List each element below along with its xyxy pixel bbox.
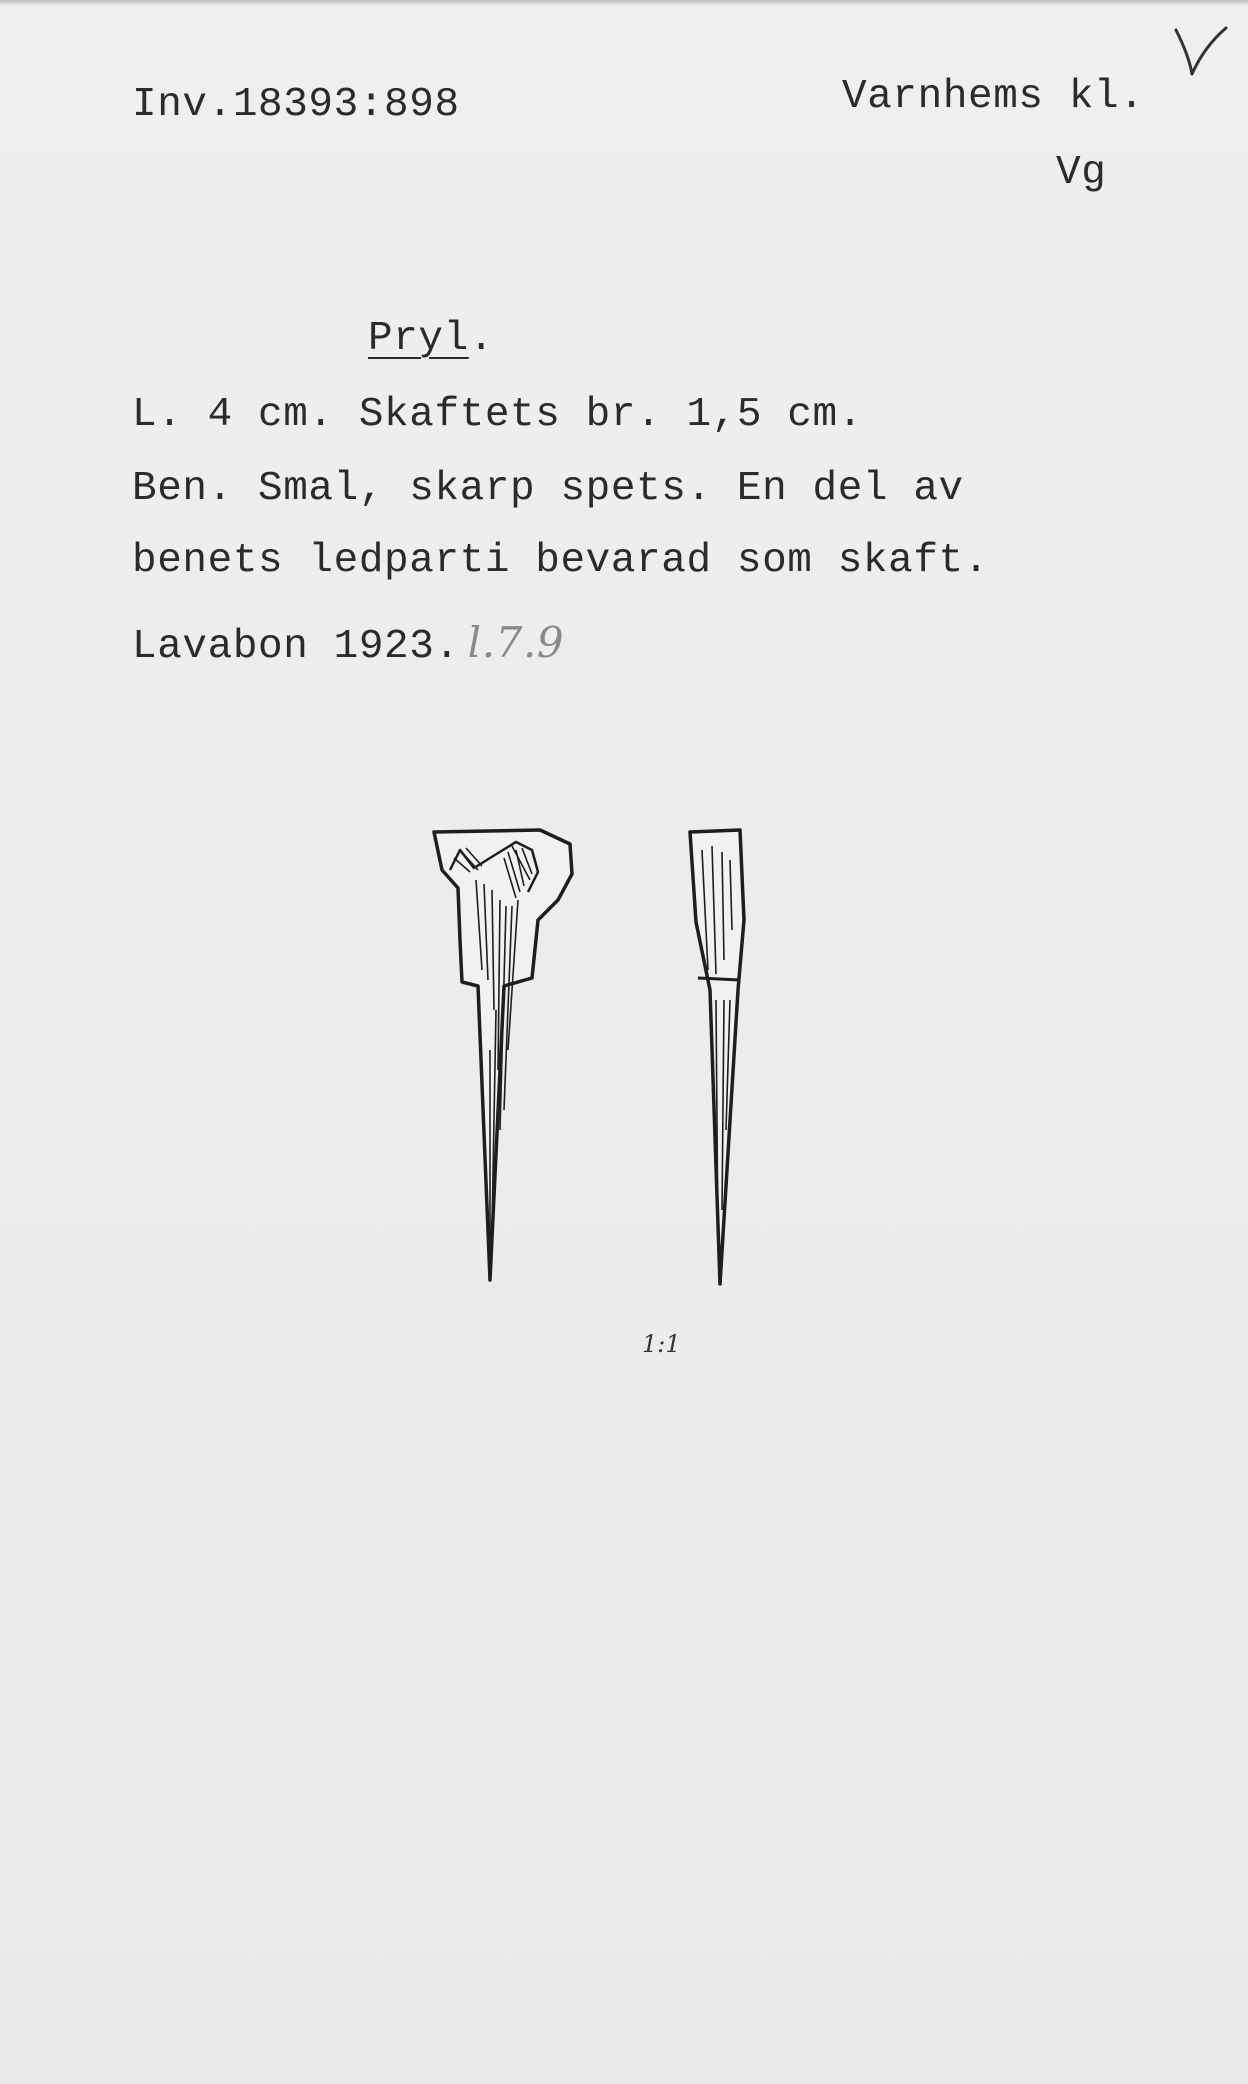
description-line-last — [132, 618, 564, 670]
object-title-period: . — [468, 316, 495, 362]
description-line: Ben. Smal, skarp spets. En del av — [132, 466, 964, 512]
find-info: Lavabon 1923. — [132, 624, 460, 670]
awl-front-view-drawing — [434, 830, 572, 1280]
inventory-number: Inv.18393:898 — [132, 82, 460, 128]
check-mark-icon — [1170, 22, 1230, 82]
location: Varnhems kl. — [842, 74, 1145, 120]
scale-note: 1:1 — [642, 1330, 681, 1358]
object-title-text: Pryl — [368, 316, 469, 362]
description-line: benets ledparti bevarad som skaft. — [132, 538, 989, 584]
description-line: L. 4 cm. Skaftets br. 1,5 cm. — [132, 392, 863, 438]
handwritten-date: l.7.9 — [467, 618, 565, 667]
object-title — [368, 316, 494, 362]
card-top-edge — [0, 0, 1248, 6]
awl-side-view-drawing — [690, 830, 744, 1284]
region: Vg — [1056, 150, 1107, 196]
awl-drawing — [420, 810, 760, 1300]
